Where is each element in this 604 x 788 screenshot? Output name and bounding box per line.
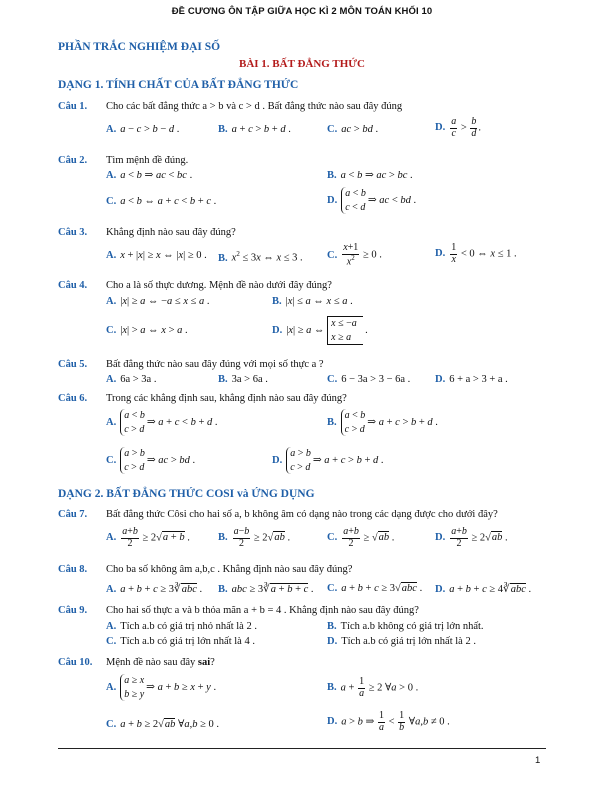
option-a: A. |x| ≥ a ⇔ −a ≤ x ≤ a . xyxy=(106,296,210,307)
question-label: Câu 10. xyxy=(58,657,93,668)
option-d: D.a < b c < d⇒ ac < bd . xyxy=(327,188,417,213)
question-label: Câu 8. xyxy=(58,564,88,575)
page-number: 1 xyxy=(535,755,541,766)
option-d: D. a > b ⇒ $\frac{1}{a}$ < $\frac{1}{b}$ ∀a,b ≠ 0 . xyxy=(327,710,450,733)
option-b: B. $\frac{a-b}{2}$ ≥ 2√ab . xyxy=(218,526,291,549)
option-a: A.a < b c > d⇒ a + c < b + d . xyxy=(106,410,218,435)
option-b: B.a < b c > d⇒ a + c > b + d . xyxy=(327,410,438,435)
section-title-dang-2: DẠNG 2. BẤT ĐẲNG THỨC COSI và ỨNG DỤNG xyxy=(58,488,315,500)
option-c: C. $\frac{x+1}{x^2}$ ≥ 0 . xyxy=(327,242,382,267)
option-c: C. ac > bd . xyxy=(327,124,379,135)
document-header: ĐỀ CƯƠNG ÔN TẬP GIỮA HỌC KÌ 2 MÔN TOÁN KHỐI 10 xyxy=(171,6,433,17)
option-c: C. a + b + c ≥ 3√abc . xyxy=(327,583,423,594)
part-title: PHẦN TRẮC NGHIỆM ĐẠI SỐ xyxy=(58,41,221,53)
option-b: B. a < b ⇒ ac > bc . xyxy=(327,170,413,181)
question-label: Câu 5. xyxy=(58,359,88,370)
option-b: B. a + $\frac{1}{a}$ ≥ 2 ∀a > 0 . xyxy=(327,676,419,699)
option-c: C. $\frac{a+b}{2}$ ≥ √ab . xyxy=(327,526,395,549)
lesson-title: BÀI 1. BẤT ĐẲNG THỨC xyxy=(238,58,365,70)
question-label: Câu 9. xyxy=(58,605,88,616)
option-c: C. Tích a.b có giá trị lớn nhất là 4 . xyxy=(106,636,255,647)
option-d: D. |x| ≥ a ⇔ x ≤ −a x ≥ a. xyxy=(272,316,368,345)
option-d: D. a + b + c ≥ 4∛abc . xyxy=(435,584,532,595)
option-c: C.a > b c > d⇒ ac > bd . xyxy=(106,448,196,473)
option-a: A. Tích a.b có giá trị nhỏ nhất là 2 . xyxy=(106,621,257,632)
section-title-dang-1: DẠNG 1. TÍNH CHẤT CỦA BẤT ĐẲNG THỨC xyxy=(58,79,299,91)
question-text: Khẳng định nào sau đây đúng? xyxy=(106,227,236,238)
option-b: B. abc ≥ 3∛a + b + c . xyxy=(218,584,314,595)
option-b: B. 3a > 6a . xyxy=(218,374,268,385)
question-label: Câu 1. xyxy=(58,101,88,112)
option-a: A.a ≥ x b ≥ y⇒ a + b ≥ x + y . xyxy=(106,675,217,700)
question-text: Bất đẳng thức Côsi cho hai số a, b không âm có dạng nào trong các dạng được cho dưới đây? xyxy=(106,509,498,520)
option-d: D. Tích a.b có giá trị lớn nhất là 2 . xyxy=(327,636,476,647)
question-label: Câu 7. xyxy=(58,509,88,520)
option-b: B. Tích a.b không có giá trị lớn nhất. xyxy=(327,621,484,632)
option-a: A. a − c > b − d . xyxy=(106,124,180,135)
option-b: B. $x^2 \le 3x$ ⇔ x ≤ 3 . xyxy=(218,250,303,264)
option-d: D. $\frac{a+b}{2}$ ≥ 2√ab . xyxy=(435,526,508,549)
option-c: C. a < b ⇔ a + c < b + c . xyxy=(106,196,217,207)
option-d: D. 6 + a > 3 + a . xyxy=(435,374,508,385)
question-text: Trong các khẳng định sau, khẳng định nào sau đây đúng? xyxy=(106,393,347,404)
option-b: B. a + c > b + d . xyxy=(218,124,291,135)
option-b: B. |x| ≤ a ⇔ x ≤ a . xyxy=(272,296,353,307)
question-label: Câu 2. xyxy=(58,155,88,166)
option-c: C. a + b ≥ 2√ab ∀a,b ≥ 0 . xyxy=(106,719,220,730)
question-label: Câu 4. xyxy=(58,280,88,291)
option-d: D. $\frac{1}{x}$ < 0 ⇔ x ≤ 1 . xyxy=(435,242,517,265)
question-text: Cho các bất đẳng thức a > b và c > d . Bất đẳng thức nào sau đây đúng xyxy=(106,101,403,112)
question-text: Cho hai số thực a và b thỏa mãn a + b = 4 . Khẳng định nào sau đây đúng? xyxy=(106,605,419,616)
option-d: D.a > b c > d⇒ a + c > b + d . xyxy=(272,448,384,473)
question-text: Tìm mệnh đề đúng. xyxy=(106,155,189,166)
option-a: A. x + |x| ≥ x ⇔ |x| ≥ 0 . xyxy=(106,250,207,261)
question-text: Cho ba số không âm a,b,c . Khẳng định nào sau đây đúng? xyxy=(106,564,353,575)
option-c: C. |x| > a ⇔ x > a . xyxy=(106,325,188,336)
option-a: A. 6a > 3a . xyxy=(106,374,157,385)
option-a: A. a < b ⇒ ac < bc . xyxy=(106,170,193,181)
footer-divider xyxy=(58,748,546,749)
question-text: Bất đẳng thức nào sau đây đúng với mọi số thực a ? xyxy=(106,359,324,370)
option-a: A. $\frac{a+b}{2}$ ≥ 2√a + b . xyxy=(106,526,190,549)
option-c: C. 6 − 3a > 3 − 6a . xyxy=(327,374,411,385)
question-text: Cho a là số thực dương. Mệnh đề nào dưới đây đúng? xyxy=(106,280,332,291)
question-label: Câu 3. xyxy=(58,227,88,238)
question-label: Câu 6. xyxy=(58,393,88,404)
option-d: D. $\frac{a}{c}$ > $\frac{b}{d}$ . xyxy=(435,116,482,139)
question-text: Mệnh đề nào sau đây sai? xyxy=(106,657,215,668)
option-a: A. a + b + c ≥ 3∛abc . xyxy=(106,584,203,595)
